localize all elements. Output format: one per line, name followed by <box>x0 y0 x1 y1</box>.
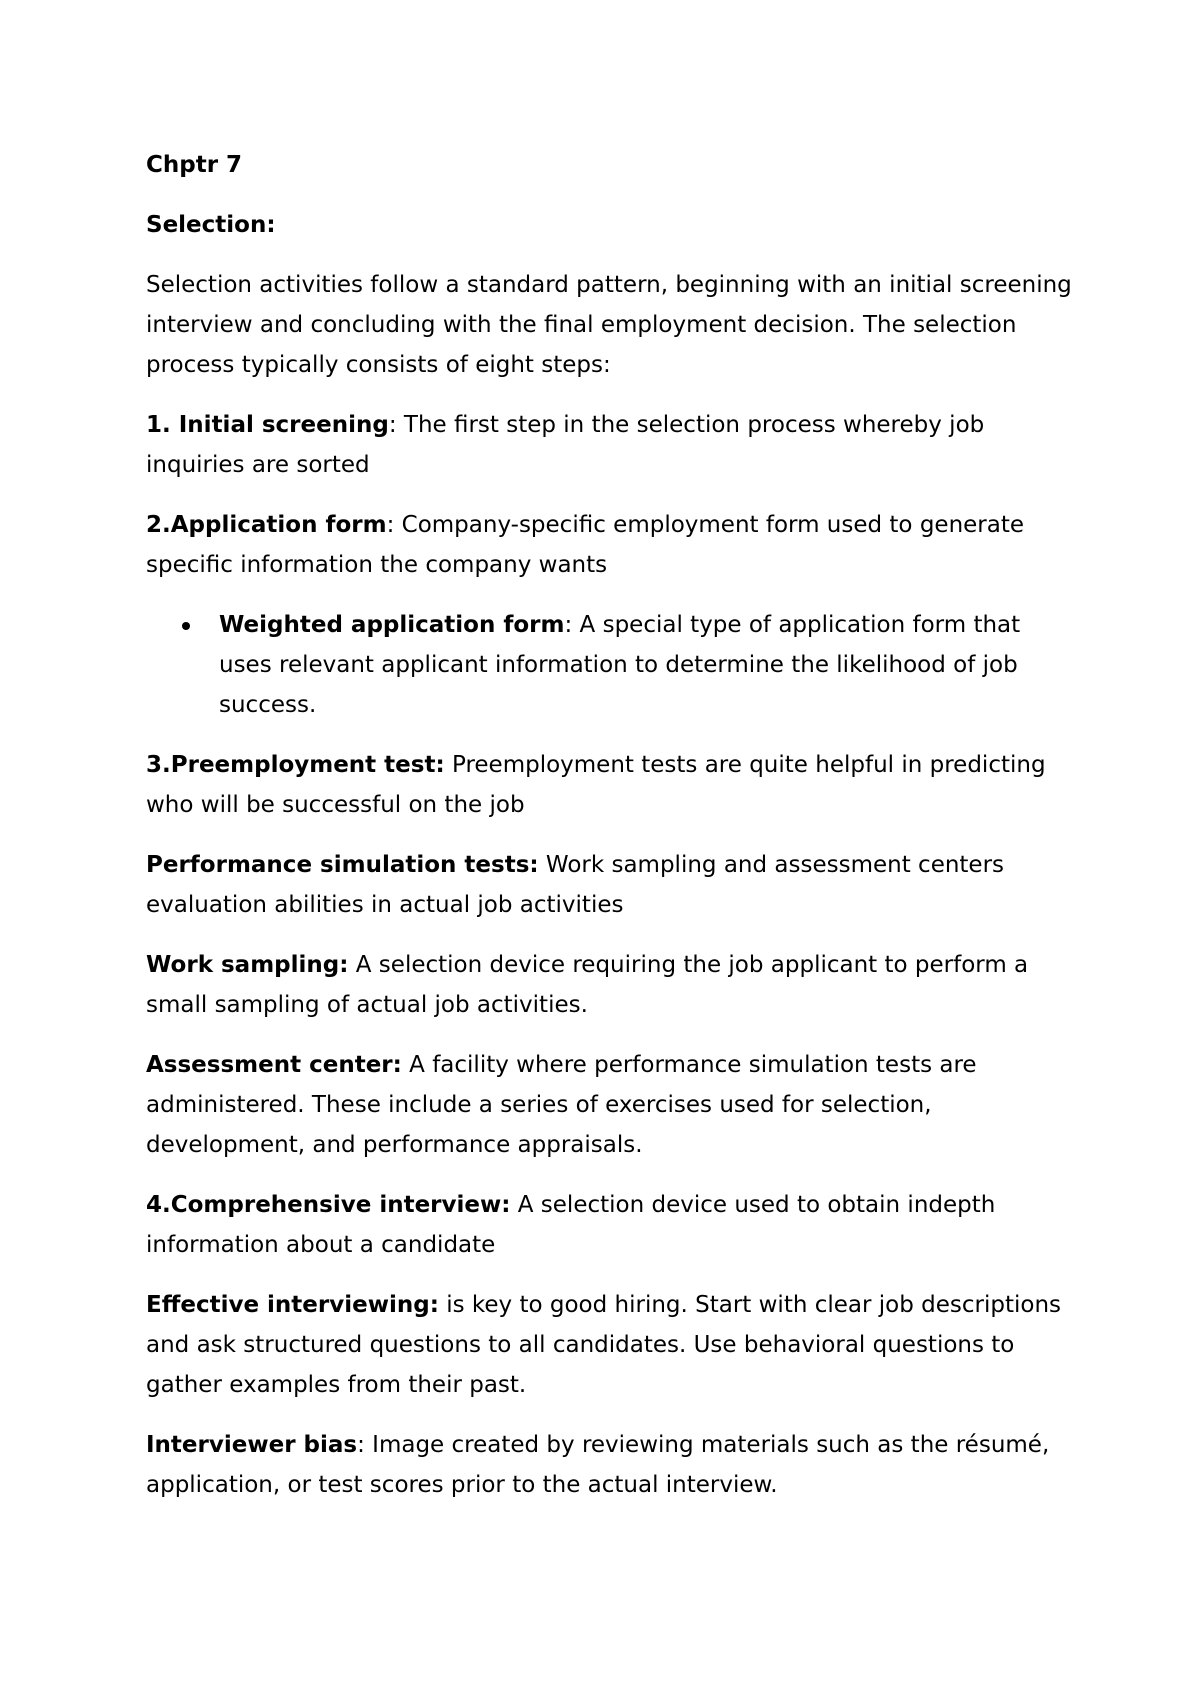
step-application-form: 2.Application form: Company-specific employment form used to generate specific information the company wants <box>146 512 1025 578</box>
chapter-heading: Chptr 7 <box>146 152 243 178</box>
step-preemployment-test: 3.Preemployment test: Preemployment tests are quite helpful in predicting who will be successful on the job <box>146 752 1046 818</box>
term: Effective interviewing: <box>146 1292 439 1318</box>
bullet-list <box>146 605 1080 725</box>
section-heading: Selection: <box>146 212 276 238</box>
term: Weighted application form <box>219 612 565 638</box>
bullet-weighted-application-form: Weighted application form: A special type of application form that uses relevant applicant information to determine the likelihood of job success. <box>219 605 1080 725</box>
bullet-icon <box>182 622 190 630</box>
term: 3.Preemployment test: <box>146 752 445 778</box>
interviewer-bias: Interviewer bias: Image created by reviewing materials such as the résumé, application, or test scores prior to the actual interview. <box>146 1432 1050 1498</box>
performance-simulation-tests: Performance simulation tests: Work sampling and assessment centers evaluation abilities in actual job activities <box>146 852 1005 918</box>
term: Work sampling: <box>146 952 349 978</box>
term: 1. Initial screening <box>146 412 389 438</box>
term: 4.Comprehensive interview: <box>146 1192 511 1218</box>
assessment-center: Assessment center: A facility where performance simulation tests are administered. These include a series of exercises used for selection, development, and performance appraisals. <box>146 1052 977 1158</box>
step-comprehensive-interview: 4.Comprehensive interview: A selection device used to obtain indepth information about a candidate <box>146 1192 996 1258</box>
intro-paragraph: Selection activities follow a standard pattern, beginning with an initial screening interview and concluding with the final employment decision. The selection process typically consists of eight steps: <box>146 272 1072 378</box>
effective-interviewing: Effective interviewing: is key to good hiring. Start with clear job descriptions and ask structured questions to all candidates. Use behavioral questions to gather examples from their past. <box>146 1292 1062 1398</box>
term: 2.Application form <box>146 512 387 538</box>
term: Interviewer bias <box>146 1432 358 1458</box>
term: Assessment center: <box>146 1052 402 1078</box>
step-initial-screening: 1. Initial screening: The first step in the selection process whereby job inquiries are sorted <box>146 412 985 478</box>
work-sampling: Work sampling: A selection device requiring the job applicant to perform a small sampling of actual job activities. <box>146 952 1029 1018</box>
term: Performance simulation tests: <box>146 852 539 878</box>
